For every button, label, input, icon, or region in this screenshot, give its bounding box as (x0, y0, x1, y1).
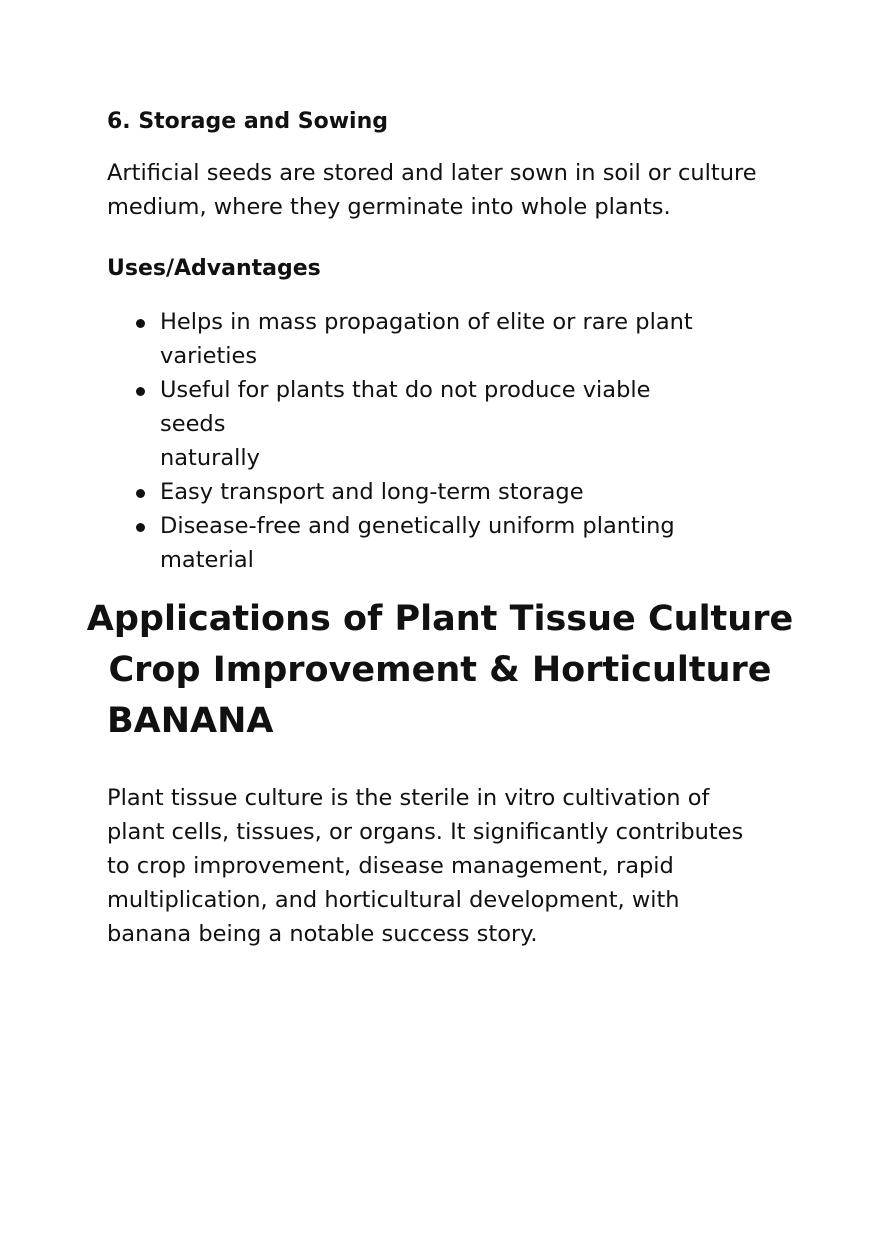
paragraph-line: banana being a notable success story. (107, 921, 538, 947)
intro-paragraph (107, 781, 777, 951)
applications-title: Applications of Plant Tissue Culture (86, 599, 794, 639)
section-heading-uses-advantages: Uses/Advantages (107, 256, 321, 281)
bullet-icon (136, 489, 145, 498)
paragraph-line: to crop improvement, disease management, rapid (107, 853, 674, 879)
paragraph-line: multiplication, and horticultural development, with (107, 887, 680, 913)
paragraph-line: Plant tissue culture is the sterile in vitro cultivation of (107, 785, 710, 811)
banana-subtitle: BANANA (107, 701, 274, 741)
paragraph-line: medium, where they germinate into whole plants. (107, 194, 671, 220)
bullet-icon (136, 319, 145, 328)
list-item (107, 305, 720, 373)
list-item (107, 475, 720, 509)
list-item-text: material (160, 547, 254, 573)
uses-list (107, 305, 787, 577)
list-item (107, 373, 720, 475)
bullet-icon (136, 387, 145, 396)
list-item-text: Easy transport and long-term storage (160, 479, 584, 505)
bullet-icon (136, 523, 145, 532)
section-heading-storage-sowing: 6. Storage and Sowing (107, 109, 388, 134)
list-item (107, 509, 720, 577)
list-item-text: Helps in mass propagation of elite or rare plant (160, 309, 693, 335)
paragraph-line: plant cells, tissues, or organs. It significantly contributes (107, 819, 744, 845)
list-item-text: Disease-free and genetically uniform planting (160, 513, 675, 539)
list-item-text: naturally (160, 445, 260, 471)
paragraph-line: Artificial seeds are stored and later sown in soil or culture (107, 160, 757, 186)
storage-sowing-paragraph (107, 156, 777, 224)
list-item-text: Useful for plants that do not produce viable seeds (160, 377, 651, 437)
list-item-text: varieties (160, 343, 258, 369)
crop-improvement-title: Crop Improvement & Horticulture (108, 650, 772, 690)
